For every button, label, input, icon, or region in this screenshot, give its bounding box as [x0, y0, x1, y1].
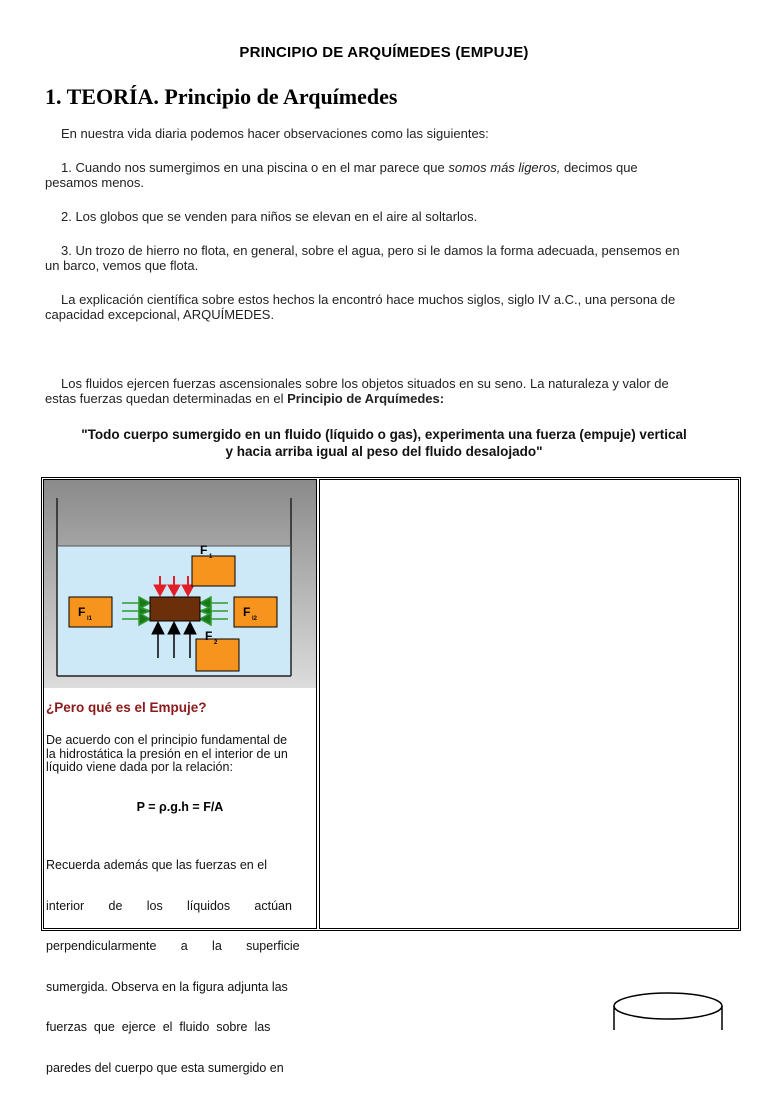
- obs1-text-end: decimos que: [560, 160, 638, 175]
- fluids-line1: Los fluidos ejercen fuerzas ascensionales sobre los objetos situados en su seno. La naturaleza y valor de: [61, 376, 669, 391]
- f1-label-box: [192, 556, 235, 586]
- empuje-question: ¿Pero qué es el Empuje?: [46, 700, 207, 715]
- fluids-line2: estas fuerzas quedan determinadas en el: [45, 391, 288, 406]
- forces-line-2: interior de los líquidos actúan: [46, 898, 292, 913]
- hydro-line-1: De acuerdo con el principio fundamental de: [46, 733, 288, 747]
- top-pressure-arrows: [154, 576, 194, 596]
- forces-line-5: fuerzas que ejerce el fluido sobre las: [46, 1020, 271, 1034]
- f1-label: F: [200, 543, 208, 557]
- hydrostatic-paragraph: [46, 734, 316, 775]
- obs3-line1: 3. Un trozo de hierro no flota, en general, sobre el agua, pero si le damos la forma adecuada, pensemos en: [61, 243, 680, 258]
- principle-quote: [45, 426, 723, 460]
- forces-line-1: Recuerda además que las fuerzas en el: [46, 858, 267, 872]
- bottom-pressure-arrows: [152, 622, 196, 658]
- fl2-sub: l2: [252, 616, 258, 622]
- intro-paragraph: [45, 126, 723, 141]
- forces-line-3: perpendicularmente a la superficie: [46, 939, 300, 953]
- forces-line-6: paredes del cuerpo que esta sumergido en: [46, 1060, 284, 1075]
- obs1-line2: pesamos menos.: [45, 175, 144, 190]
- quote-line1: "Todo cuerpo sumergido en un fluido (líquido o gas), experimenta una fuerza (empuje) vertical: [81, 427, 687, 442]
- f1-sub: 1: [209, 554, 213, 560]
- document-title: PRINCIPIO DE ARQUÍMEDES (EMPUJE): [239, 44, 529, 61]
- obs1-emphasis: somos más ligeros,: [448, 160, 561, 175]
- fl2-label: F: [243, 605, 251, 619]
- obs3-line2: un barco, vemos que flota.: [45, 258, 199, 273]
- obs1-text: 1. Cuando nos sumergimos en una piscina o en el mar parece que: [61, 160, 449, 175]
- forces-line-4: sumergida. Observa en la figura adjunta las: [46, 979, 288, 994]
- fl1-sub: l1: [87, 616, 93, 622]
- principle-bold: Principio de Arquímedes:: [287, 391, 445, 406]
- explanation-line2: capacidad excepcional, ARQUÍMEDES.: [45, 307, 275, 322]
- section-title: 1. TEORÍA. Principio de Arquímedes: [45, 84, 398, 109]
- hydro-line-3: líquido viene dada por la relación:: [46, 760, 233, 774]
- forces-paragraph: [46, 832, 316, 1102]
- fl1-label-box: [69, 597, 112, 627]
- explanation-line1: La explicación científica sobre estos hechos la encontró hace muchos siglos, siglo IV a.C., una persona de: [61, 292, 676, 307]
- fl2-label-box: [234, 597, 277, 627]
- fl1-label: F: [78, 605, 86, 619]
- f2-sub: 2: [214, 640, 218, 646]
- pressure-formula: P = ρ.g.h = F/A: [136, 800, 224, 814]
- quote-line2: y hacia arriba igual al peso del fluido desalojado": [225, 444, 543, 459]
- obs2-text: 2. Los globos que se venden para niños se elevan en el aire al soltarlos.: [61, 209, 478, 224]
- intro-text: En nuestra vida diaria podemos hacer observaciones como las siguientes:: [61, 126, 489, 141]
- f2-label-box: [196, 639, 239, 671]
- left-cell: [43, 479, 317, 1075]
- right-cell-empty: [319, 479, 739, 929]
- explanation-paragraph: [45, 292, 723, 322]
- fluids-paragraph: [45, 376, 723, 406]
- f2-label: F: [205, 629, 213, 643]
- observation-1: [45, 160, 723, 190]
- cylinder-drawing: [612, 990, 724, 1030]
- observation-2: [45, 209, 723, 224]
- observation-3: [45, 243, 723, 273]
- hydro-line-2: la hidrostática la presión en el interior de un: [46, 746, 288, 761]
- archimedes-figure: [44, 480, 316, 688]
- submerged-body: [150, 597, 200, 621]
